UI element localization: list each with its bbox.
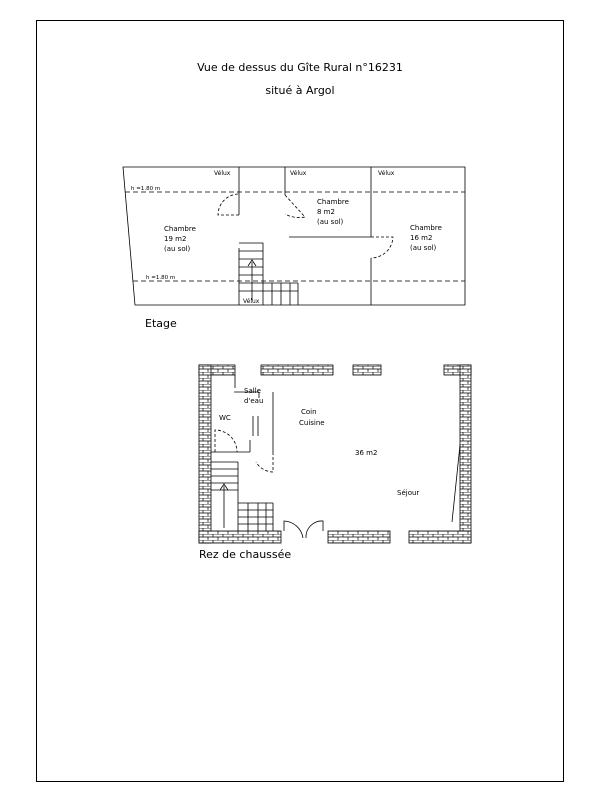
door-right-bedroom [371, 237, 393, 258]
room-name: Coin [301, 408, 317, 416]
room-area: 19 m2 [164, 235, 187, 243]
interior-wall-wc [211, 440, 250, 452]
room-note: (au sol) [410, 244, 437, 252]
brick-wall-top-middle [261, 365, 333, 375]
brick-wall-bottom-right [409, 531, 471, 543]
stairs-upper [239, 243, 298, 305]
velux-label: Vélux [290, 170, 307, 177]
door-left-bedroom [218, 194, 239, 215]
room-name: Salle [244, 387, 261, 395]
brick-wall-top-right-a [353, 365, 381, 375]
room-name: Chambre [317, 198, 349, 206]
brick-wall-bottom-middle [328, 531, 390, 543]
door-middle-bedroom [285, 195, 305, 218]
room-note: (au sol) [164, 245, 191, 253]
entry-door [284, 521, 323, 538]
rez-plan [199, 365, 471, 543]
room-note: (au sol) [317, 218, 344, 226]
stairs-lower-arrow [220, 484, 228, 528]
plan-subtitle: situé à Argol [265, 84, 335, 97]
velux-label: Vélux [378, 170, 395, 177]
room-name: Chambre [410, 224, 442, 232]
floor-label-rez: Rez de chaussée [199, 548, 292, 561]
room-name: d'eau [244, 397, 264, 405]
room-name: Chambre [164, 225, 196, 233]
door-wc [215, 430, 237, 452]
brick-wall-right [460, 365, 471, 543]
room-name: Cuisine [299, 419, 325, 427]
stairs-arrow [248, 260, 256, 300]
plan-title: Vue de dessus du Gîte Rural n°16231 [197, 61, 403, 74]
velux-label: Vélux [243, 298, 260, 305]
stairs-lower [211, 462, 273, 531]
brick-wall-bottom-left [199, 531, 281, 543]
door-salle [253, 416, 258, 436]
room-area: 36 m2 [355, 449, 378, 457]
room-area: 8 m2 [317, 208, 335, 216]
height-mark: h =1.80 m [131, 186, 161, 192]
right-wall-inner [452, 445, 460, 522]
velux-label: Vélux [214, 170, 231, 177]
etage-labels [131, 170, 442, 330]
brick-wall-left [199, 365, 211, 543]
height-mark: h =1.80 m [146, 275, 176, 281]
room-name: WC [219, 414, 231, 422]
floor-label-etage: Etage [145, 317, 177, 330]
room-area: 16 m2 [410, 234, 433, 242]
door-kitchen [256, 452, 273, 472]
room-name: Séjour [397, 489, 420, 497]
